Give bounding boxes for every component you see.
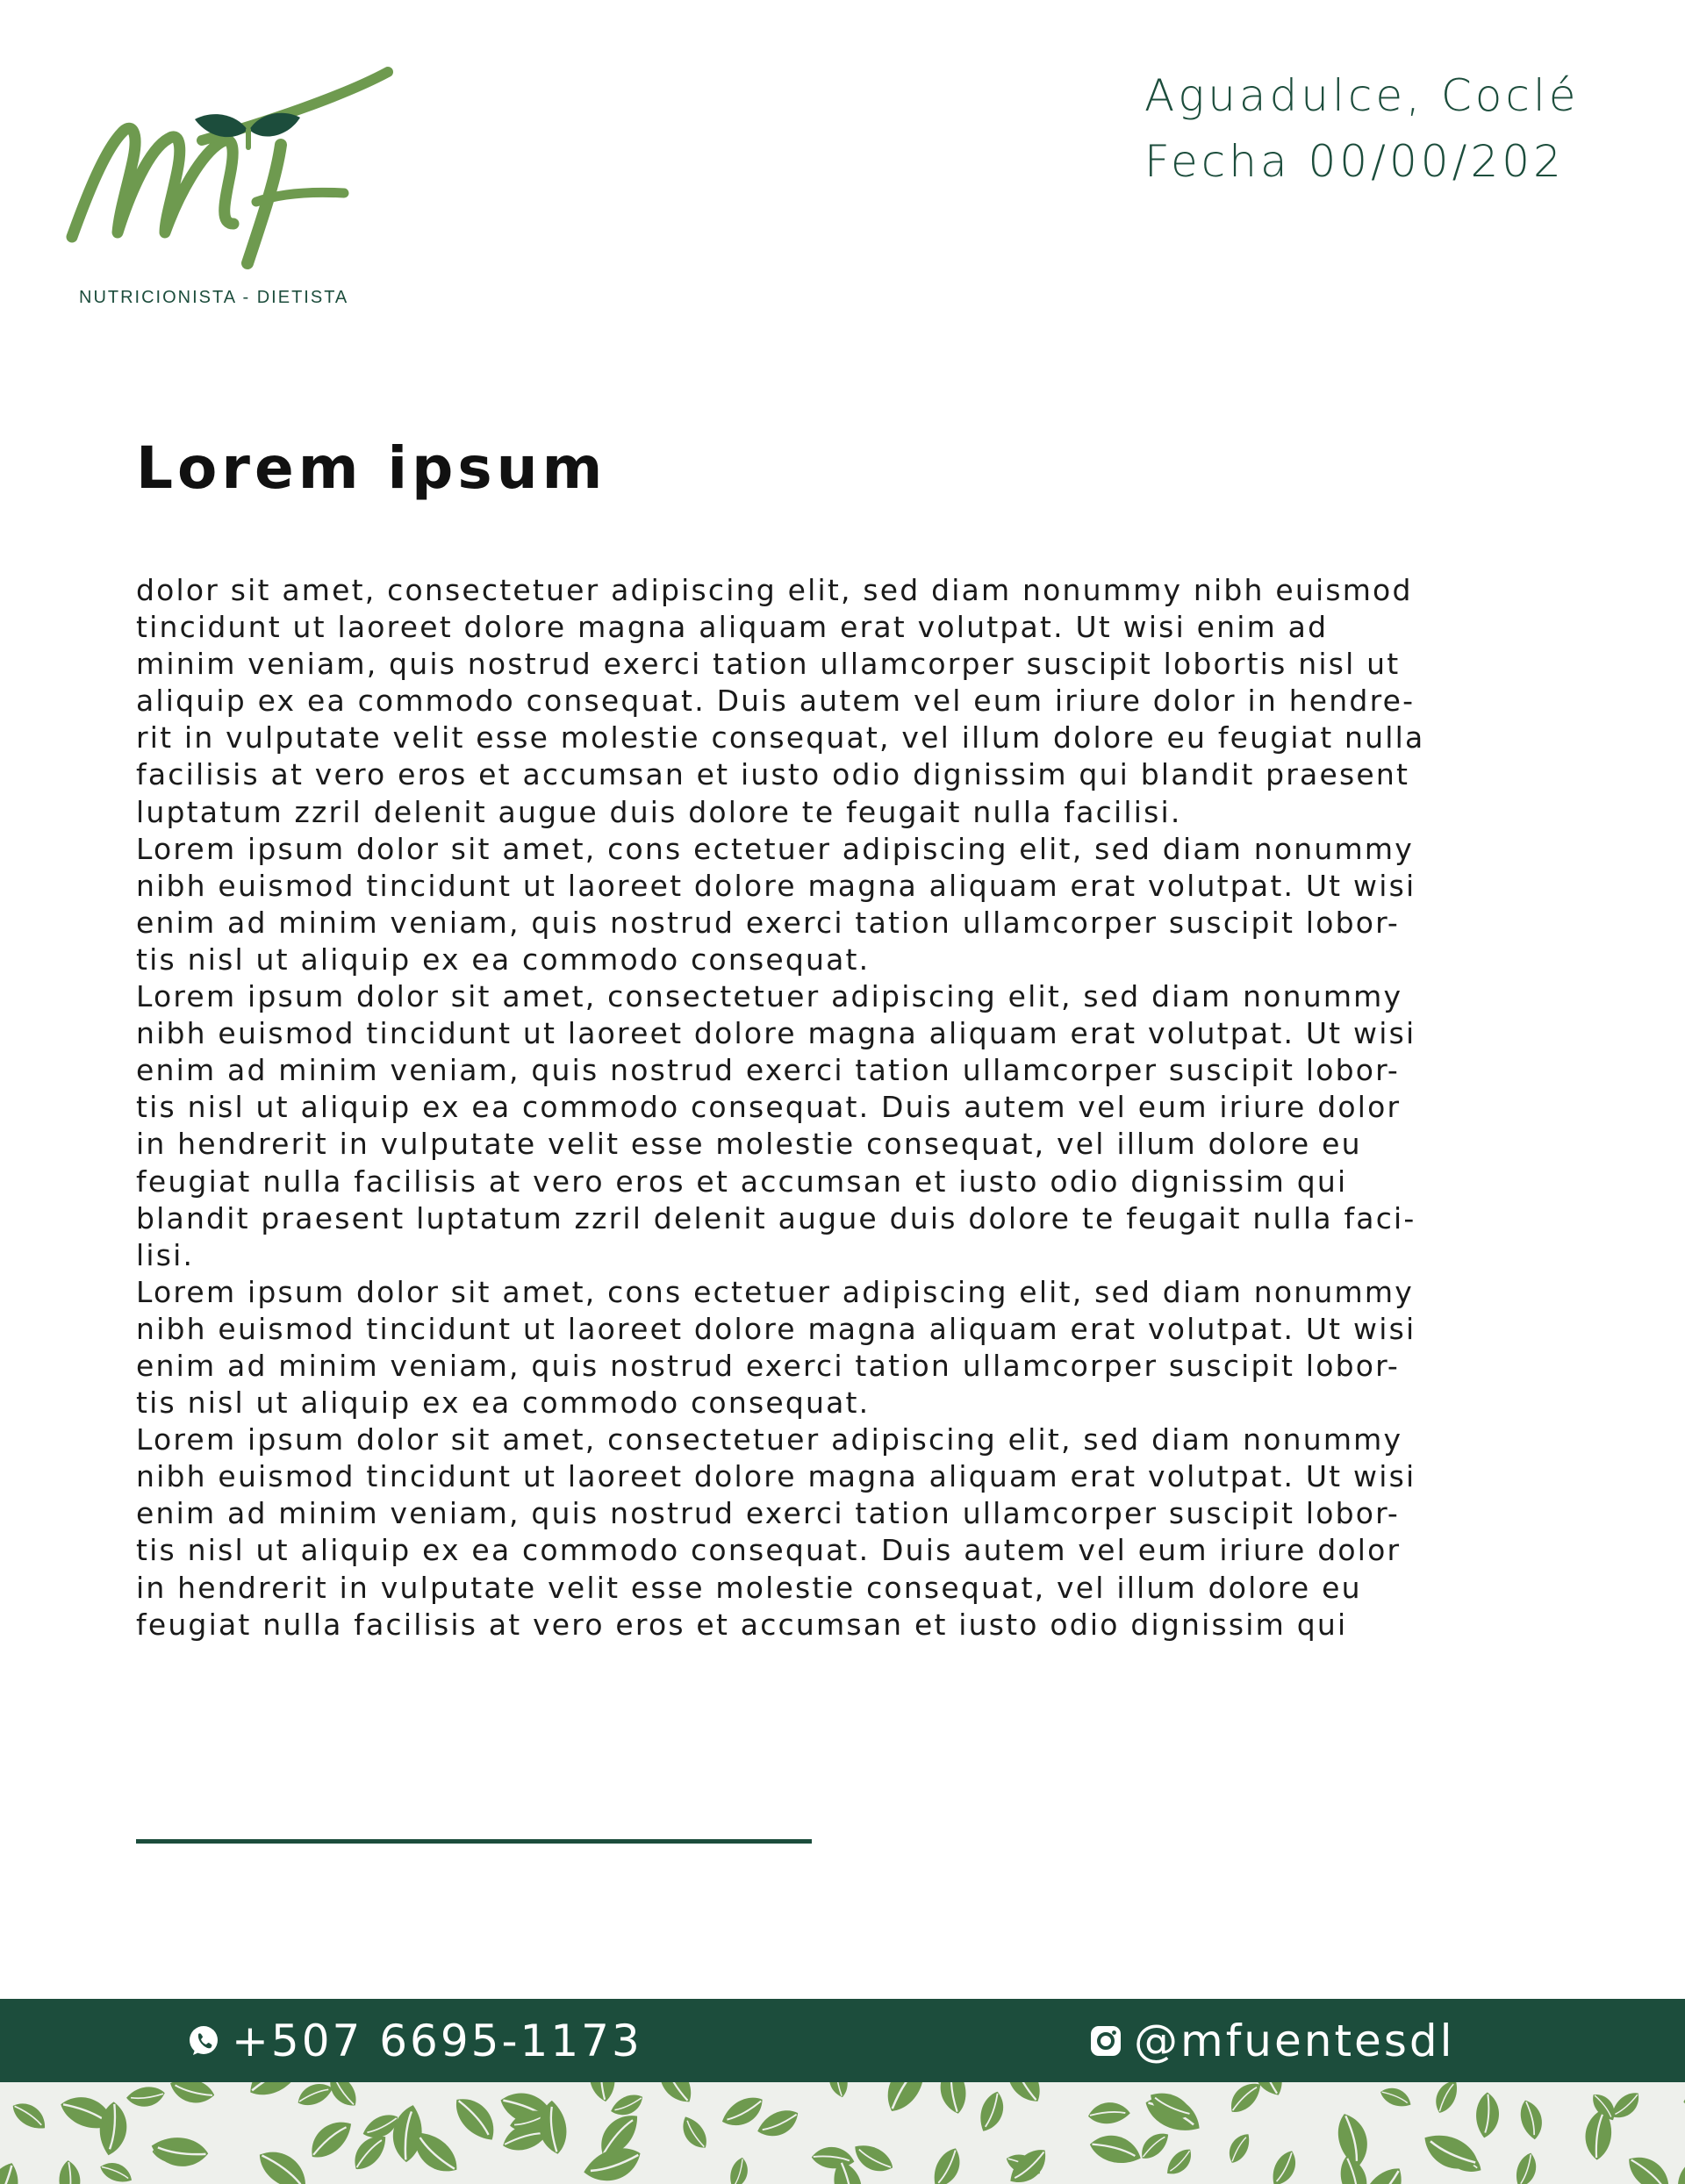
leaf-icon bbox=[1136, 2128, 1174, 2163]
body-line: minim veniam, quis nostrud exerci tation ullamcorper suscipit lobortis nisl ut bbox=[136, 647, 1401, 682]
body-line: blandit praesent luptatum zzril delenit augue duis dolore te feugait nulla faci- bbox=[136, 1200, 1416, 1235]
logo-mark bbox=[61, 61, 412, 290]
leaf-icon bbox=[9, 2095, 51, 2136]
leaf-icon bbox=[1519, 2099, 1545, 2141]
leaf-icon bbox=[876, 2082, 936, 2117]
leaf-icon bbox=[449, 2089, 502, 2148]
leaf-icon bbox=[926, 2145, 968, 2184]
body-line: feugiat nulla facilisis at vero eros et accumsan et iusto odio dignissim qui bbox=[136, 1607, 1348, 1642]
leaf-icon bbox=[1670, 2156, 1685, 2184]
leaf-icon bbox=[973, 2088, 1011, 2135]
leaf-icon bbox=[940, 2082, 966, 2114]
leaf-icon bbox=[254, 2140, 314, 2184]
social-handle: @mfuentesdl bbox=[1134, 2015, 1455, 2066]
leaf-icon bbox=[828, 2082, 848, 2098]
leaf-icon bbox=[0, 2159, 29, 2184]
leaf-icon bbox=[608, 2092, 646, 2119]
leaf-icon bbox=[1472, 2091, 1502, 2140]
body-line: tis nisl ut aliquip ex ea commodo consequat. bbox=[136, 1386, 871, 1421]
leaf-icon bbox=[653, 2082, 697, 2109]
phone-number: +507 6695-1173 bbox=[232, 2015, 642, 2066]
leaf-icon bbox=[1223, 2082, 1266, 2117]
logo-tagline: NUTRICIONISTA - DIETISTA bbox=[79, 288, 349, 307]
body-line: enim ad minim veniam, quis nostrud exerci tation ullamcorper suscipit lobor- bbox=[136, 1496, 1400, 1531]
footer-phone[interactable] bbox=[186, 1999, 642, 2082]
leaf-icon bbox=[1086, 2128, 1145, 2172]
body-line: rit in vulputate velit esse molestie consequat, vel illum dolore eu feugiat nulla bbox=[136, 720, 1425, 755]
body-line: nibh euismod tincidunt ut laoreet dolore magna aliquam erat volutpat. Ut wisi bbox=[136, 1311, 1416, 1346]
leaf-icon bbox=[1161, 2145, 1197, 2180]
leaf-icon bbox=[148, 2130, 211, 2173]
body-line: tis nisl ut aliquip ex ea commodo consequat. Duis autem vel eum iriure dolor bbox=[136, 1533, 1402, 1568]
leaf-icon bbox=[295, 2082, 336, 2109]
instagram-icon bbox=[1088, 2023, 1123, 2059]
leaf-icon bbox=[57, 2159, 82, 2184]
body-line: dolor sit amet, consectetuer adipiscing elit, sed diam nonummy nibh euismod bbox=[136, 573, 1413, 607]
whatsapp-icon bbox=[186, 2023, 221, 2059]
leaf-icon bbox=[126, 2087, 165, 2107]
leaf-icon bbox=[97, 2157, 135, 2184]
body-line: facilisis at vero eros et accumsan et iusto odio dignissim qui blandit praesent bbox=[136, 757, 1410, 792]
leaf-icon bbox=[167, 2082, 218, 2109]
leaf-icon bbox=[243, 2082, 309, 2101]
leaf-icon bbox=[588, 2082, 616, 2102]
leaf-icon bbox=[1223, 2130, 1255, 2166]
location-text: Aguadulce, Coclé bbox=[1144, 70, 1580, 121]
header-info bbox=[1144, 63, 1580, 195]
leaf-pattern bbox=[0, 2082, 1685, 2184]
leaf-pattern-band bbox=[0, 2082, 1685, 2184]
leaf-icon bbox=[1509, 2151, 1542, 2184]
body-line: tis nisl ut aliquip ex ea commodo consequat. Duis autem vel eum iriure dolor bbox=[136, 1090, 1402, 1125]
body-line: enim ad minim veniam, quis nostrud exerci tation ullamcorper suscipit lobor- bbox=[136, 1348, 1400, 1383]
leaf-icon bbox=[725, 2155, 753, 2184]
body-line: in hendrerit in vulputate velit esse molestie consequat, vel illum dolore eu bbox=[136, 1570, 1362, 1605]
signature-line bbox=[136, 1839, 812, 1844]
body-line: Lorem ipsum dolor sit amet, cons ectetuer adipiscing elit, sed diam nonummy bbox=[136, 1274, 1414, 1309]
leaf-icon bbox=[1429, 2082, 1464, 2116]
footer-bar bbox=[0, 1999, 1685, 2082]
leaf-icon bbox=[678, 2112, 711, 2153]
body-line: in hendrerit in vulputate velit esse molestie consequat, vel illum dolore eu bbox=[136, 1127, 1362, 1162]
body-line: nibh euismod tincidunt ut laoreet dolore magna aliquam erat volutpat. Ut wisi bbox=[136, 868, 1416, 903]
leaf-icon bbox=[1000, 2082, 1045, 2109]
logo bbox=[61, 61, 412, 325]
leaf-icon bbox=[1266, 2147, 1303, 2184]
leaf-icon bbox=[754, 2106, 803, 2141]
body-line: aliquip ex ea commodo consequat. Duis autem vel eum iriure dolor in hendre- bbox=[136, 684, 1416, 719]
body-line: tincidunt ut laoreet dolore magna aliquam erat volutpat. Ut wisi enim ad bbox=[136, 610, 1329, 645]
body-line: Lorem ipsum dolor sit amet, cons ectetuer adipiscing elit, sed diam nonummy bbox=[136, 831, 1414, 866]
body-line: Lorem ipsum dolor sit amet, consectetuer adipiscing elit, sed diam nonummy bbox=[136, 1422, 1403, 1457]
body-line: nibh euismod tincidunt ut laoreet dolore magna aliquam erat volutpat. Ut wisi bbox=[136, 1459, 1416, 1494]
body-line: enim ad minim veniam, quis nostrud exerci tation ullamcorper suscipit lobor- bbox=[136, 1053, 1400, 1088]
body-line: nibh euismod tincidunt ut laoreet dolore magna aliquam erat volutpat. Ut wisi bbox=[136, 1016, 1416, 1051]
body-line: tis nisl ut aliquip ex ea commodo consequat. bbox=[136, 942, 871, 977]
footer-social[interactable] bbox=[1088, 1999, 1455, 2082]
leaf-icon bbox=[1378, 2082, 1415, 2113]
body-line: Lorem ipsum dolor sit amet, consectetuer adipiscing elit, sed diam nonummy bbox=[136, 979, 1403, 1014]
date-text: Fecha 00/00/202 bbox=[1144, 136, 1565, 187]
leaf-icon bbox=[1623, 2147, 1677, 2184]
body-line: lisi. bbox=[136, 1237, 195, 1272]
body-line: feugiat nulla facilisis at vero eros et accumsan et iusto odio dignissim qui bbox=[136, 1164, 1348, 1199]
leaf-icon bbox=[1088, 2102, 1131, 2124]
leaf-icon bbox=[580, 2144, 644, 2184]
body-line: luptatum zzril delenit augue duis dolore te feugait nulla facilisi. bbox=[136, 794, 1182, 829]
document-body bbox=[136, 572, 1584, 1643]
document-title: Lorem ipsum bbox=[136, 434, 607, 502]
leaf-icon bbox=[303, 2114, 359, 2163]
body-line: enim ad minim veniam, quis nostrud exerci tation ullamcorper suscipit lobor- bbox=[136, 905, 1400, 940]
